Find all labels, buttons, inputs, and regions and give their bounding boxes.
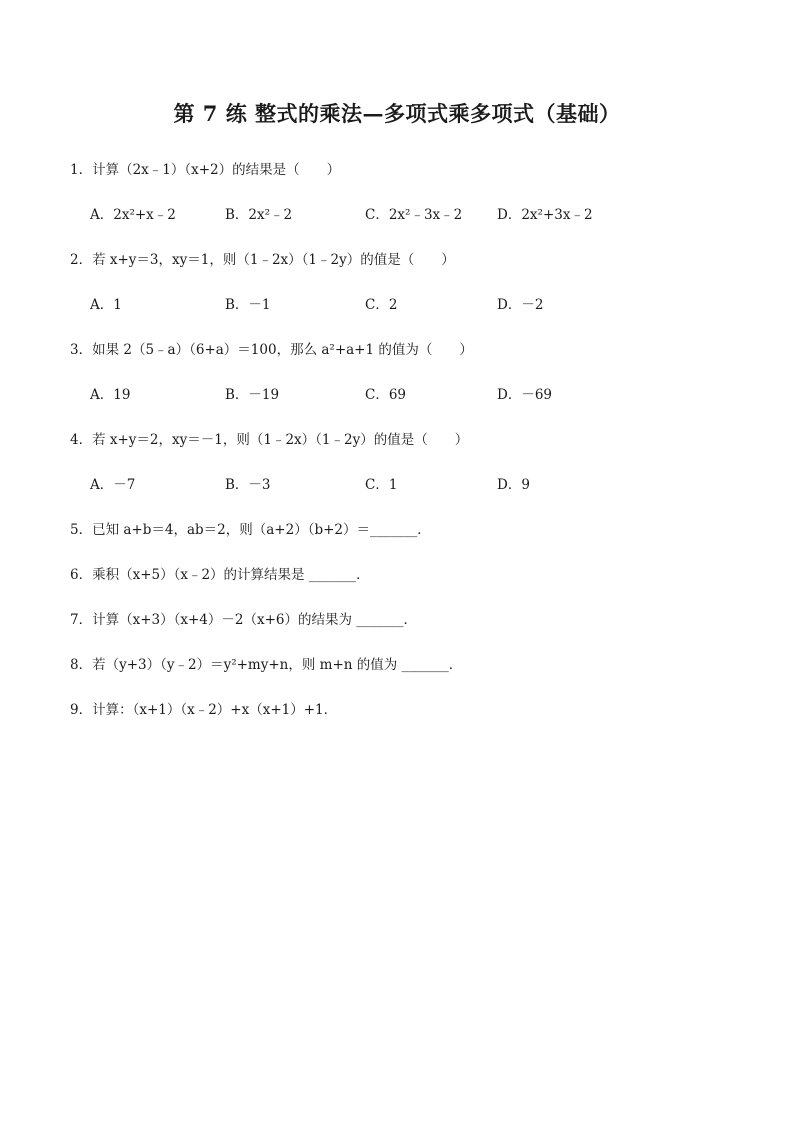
question-4-option-d: D．9 <box>497 477 530 493</box>
question-7: 7．计算（x+3）（x+4）－2（x+6）的结果为 _______． <box>70 612 418 628</box>
question-1: 1．计算（2x﹣1）（x+2）的结果是（ ） <box>70 162 341 178</box>
question-3-option-c: C．69 <box>365 387 407 403</box>
question-8: 8．若（y+3）（y﹣2）＝y²+my+n，则 m+n 的值为 _______． <box>70 657 463 673</box>
question-3-option-b: B．－19 <box>225 387 280 403</box>
question-6: 6．乘积（x+5）（x﹣2）的计算结果是 _______． <box>70 567 370 583</box>
question-1-option-b: B．2x²﹣2 <box>225 207 293 223</box>
question-9: 9．计算：（x+1）（x﹣2）+x（x+1）+1． <box>70 702 338 718</box>
question-2-option-d: D．－2 <box>497 297 544 313</box>
question-4: 4．若 x+y＝2，xy＝－1，则（1﹣2x）（1﹣2y）的值是（ ） <box>70 432 469 448</box>
question-1-option-a: A．2x²+x﹣2 <box>90 207 176 223</box>
question-3: 3．如果 2（5﹣a）（6+a）＝100，那么 a²+a+1 的值为（ ） <box>70 342 473 358</box>
question-5: 5．已知 a+b＝4，ab＝2，则（a+2）（b+2）＝_______． <box>70 522 431 538</box>
question-1-option-c: C．2x²﹣3x﹣2 <box>365 207 463 223</box>
question-4-option-c: C．1 <box>365 477 398 493</box>
question-2-option-b: B．－1 <box>225 297 271 313</box>
question-2: 2．若 x+y＝3，xy＝1，则（1﹣2x）（1﹣2y）的值是（ ） <box>70 252 455 268</box>
question-3-option-a: A．19 <box>90 387 131 403</box>
page-title: 第 7 练 整式的乘法—多项式乘多项式（基础） <box>173 101 621 126</box>
question-4-option-b: B．－3 <box>225 477 271 493</box>
question-3-option-d: D．－69 <box>497 387 553 403</box>
question-2-option-a: A．1 <box>90 297 122 313</box>
question-4-option-a: A．－7 <box>90 477 136 493</box>
question-2-option-c: C．2 <box>365 297 398 313</box>
question-1-option-d: D．2x²+3x﹣2 <box>497 207 593 223</box>
